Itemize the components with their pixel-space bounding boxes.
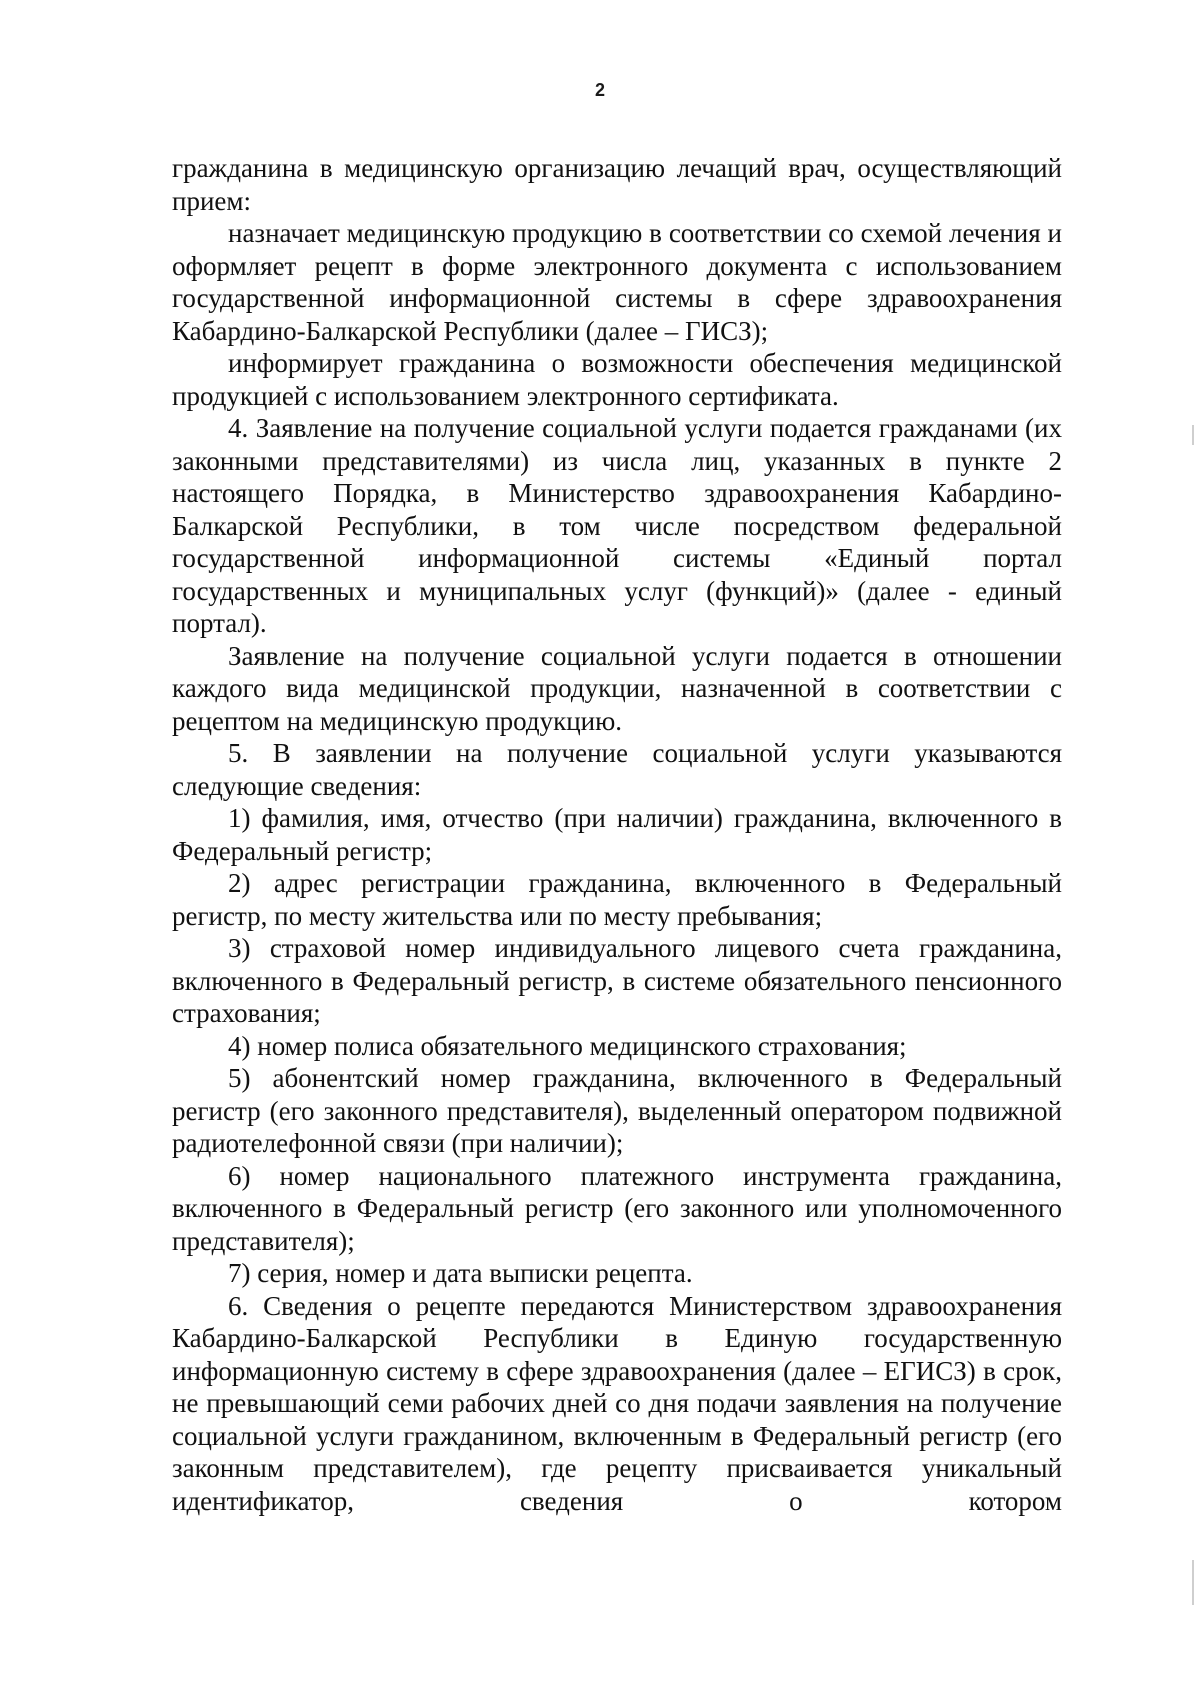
scan-edge-mark <box>1192 1560 1194 1605</box>
paragraph-item-6: 6. Сведения о рецепте передаются Министерством здравоохранения Кабардино-Балкарской Республики в Единую государственную информационную систему в сфере здравоохранения (далее – ЕГИСЗ) в срок, не превышающий семи рабочих дней со дня подачи заявления на получение социальной услуги гражданином, включенным в Федеральный регистр (его законным представителем), где рецепту присваивается уникальный идентификатор, сведения о котором <box>172 1290 1062 1516</box>
list-item-6: 6) номер национального платежного инструмента гражданина, включенного в Федеральный регистр (его законного или уполномоченного представителя); <box>172 1160 1062 1256</box>
document-body <box>172 152 1062 1517</box>
paragraph-continuation: гражданина в медицинскую организацию лечащий врач, осуществляющий прием: <box>172 153 1062 216</box>
list-item-5: 5) абонентский номер гражданина, включенного в Федеральный регистр (его законного представителя), выделенный оператором подвижной радиотелефонной связи (при наличии); <box>172 1063 1062 1158</box>
paragraph-application: Заявление на получение социальной услуги подается в отношении каждого вида медицинской продукции, назначенной в соответствии с рецептом на медицинскую продукцию. <box>172 640 1062 736</box>
paragraph-prescribe: назначает медицинскую продукцию в соответствии со схемой лечения и оформляет рецепт в форме электронного документа с использованием государственной информационной системы в сфере здравоохранения Кабардино-Балкарской Республики (далее – ГИСЗ); <box>172 218 1062 346</box>
paragraph-item-5: 5. В заявлении на получение социальной услуги указываются следующие сведения: <box>172 738 1062 801</box>
paragraph-item-4: 4. Заявление на получение социальной услуги подается гражданами (их законными представителями) из числа лиц, указанных в пункте 2 настоящего Порядка, в Министерство здравоохранения Кабардино-Балкарской Республики, в том числе посредством федеральной государственной информационной системы «Единый портал государственных и муниципальных услуг (функций)» (далее - единый портал). <box>172 413 1062 638</box>
list-item-1: 1) фамилия, имя, отчество (при наличии) гражданина, включенного в Федеральный регистр; <box>172 803 1062 866</box>
list-item-7: 7) серия, номер и дата выписки рецепта. <box>228 1258 693 1288</box>
scan-edge-mark <box>1192 425 1194 445</box>
list-item-4: 4) номер полиса обязательного медицинского страхования; <box>228 1030 907 1061</box>
page-number: 2 <box>594 80 605 100</box>
list-item-2: 2) адрес регистрации гражданина, включенного в Федеральный регистр, по месту жительства или по месту пребывания; <box>172 868 1062 931</box>
list-item-3: 3) страховой номер индивидуального лицевого счета гражданина, включенного в Федеральный регистр, в системе обязательного пенсионного страхования; <box>172 933 1062 1028</box>
paragraph-inform: информирует гражданина о возможности обеспечения медицинской продукцией с использованием электронного сертификата. <box>172 348 1062 411</box>
